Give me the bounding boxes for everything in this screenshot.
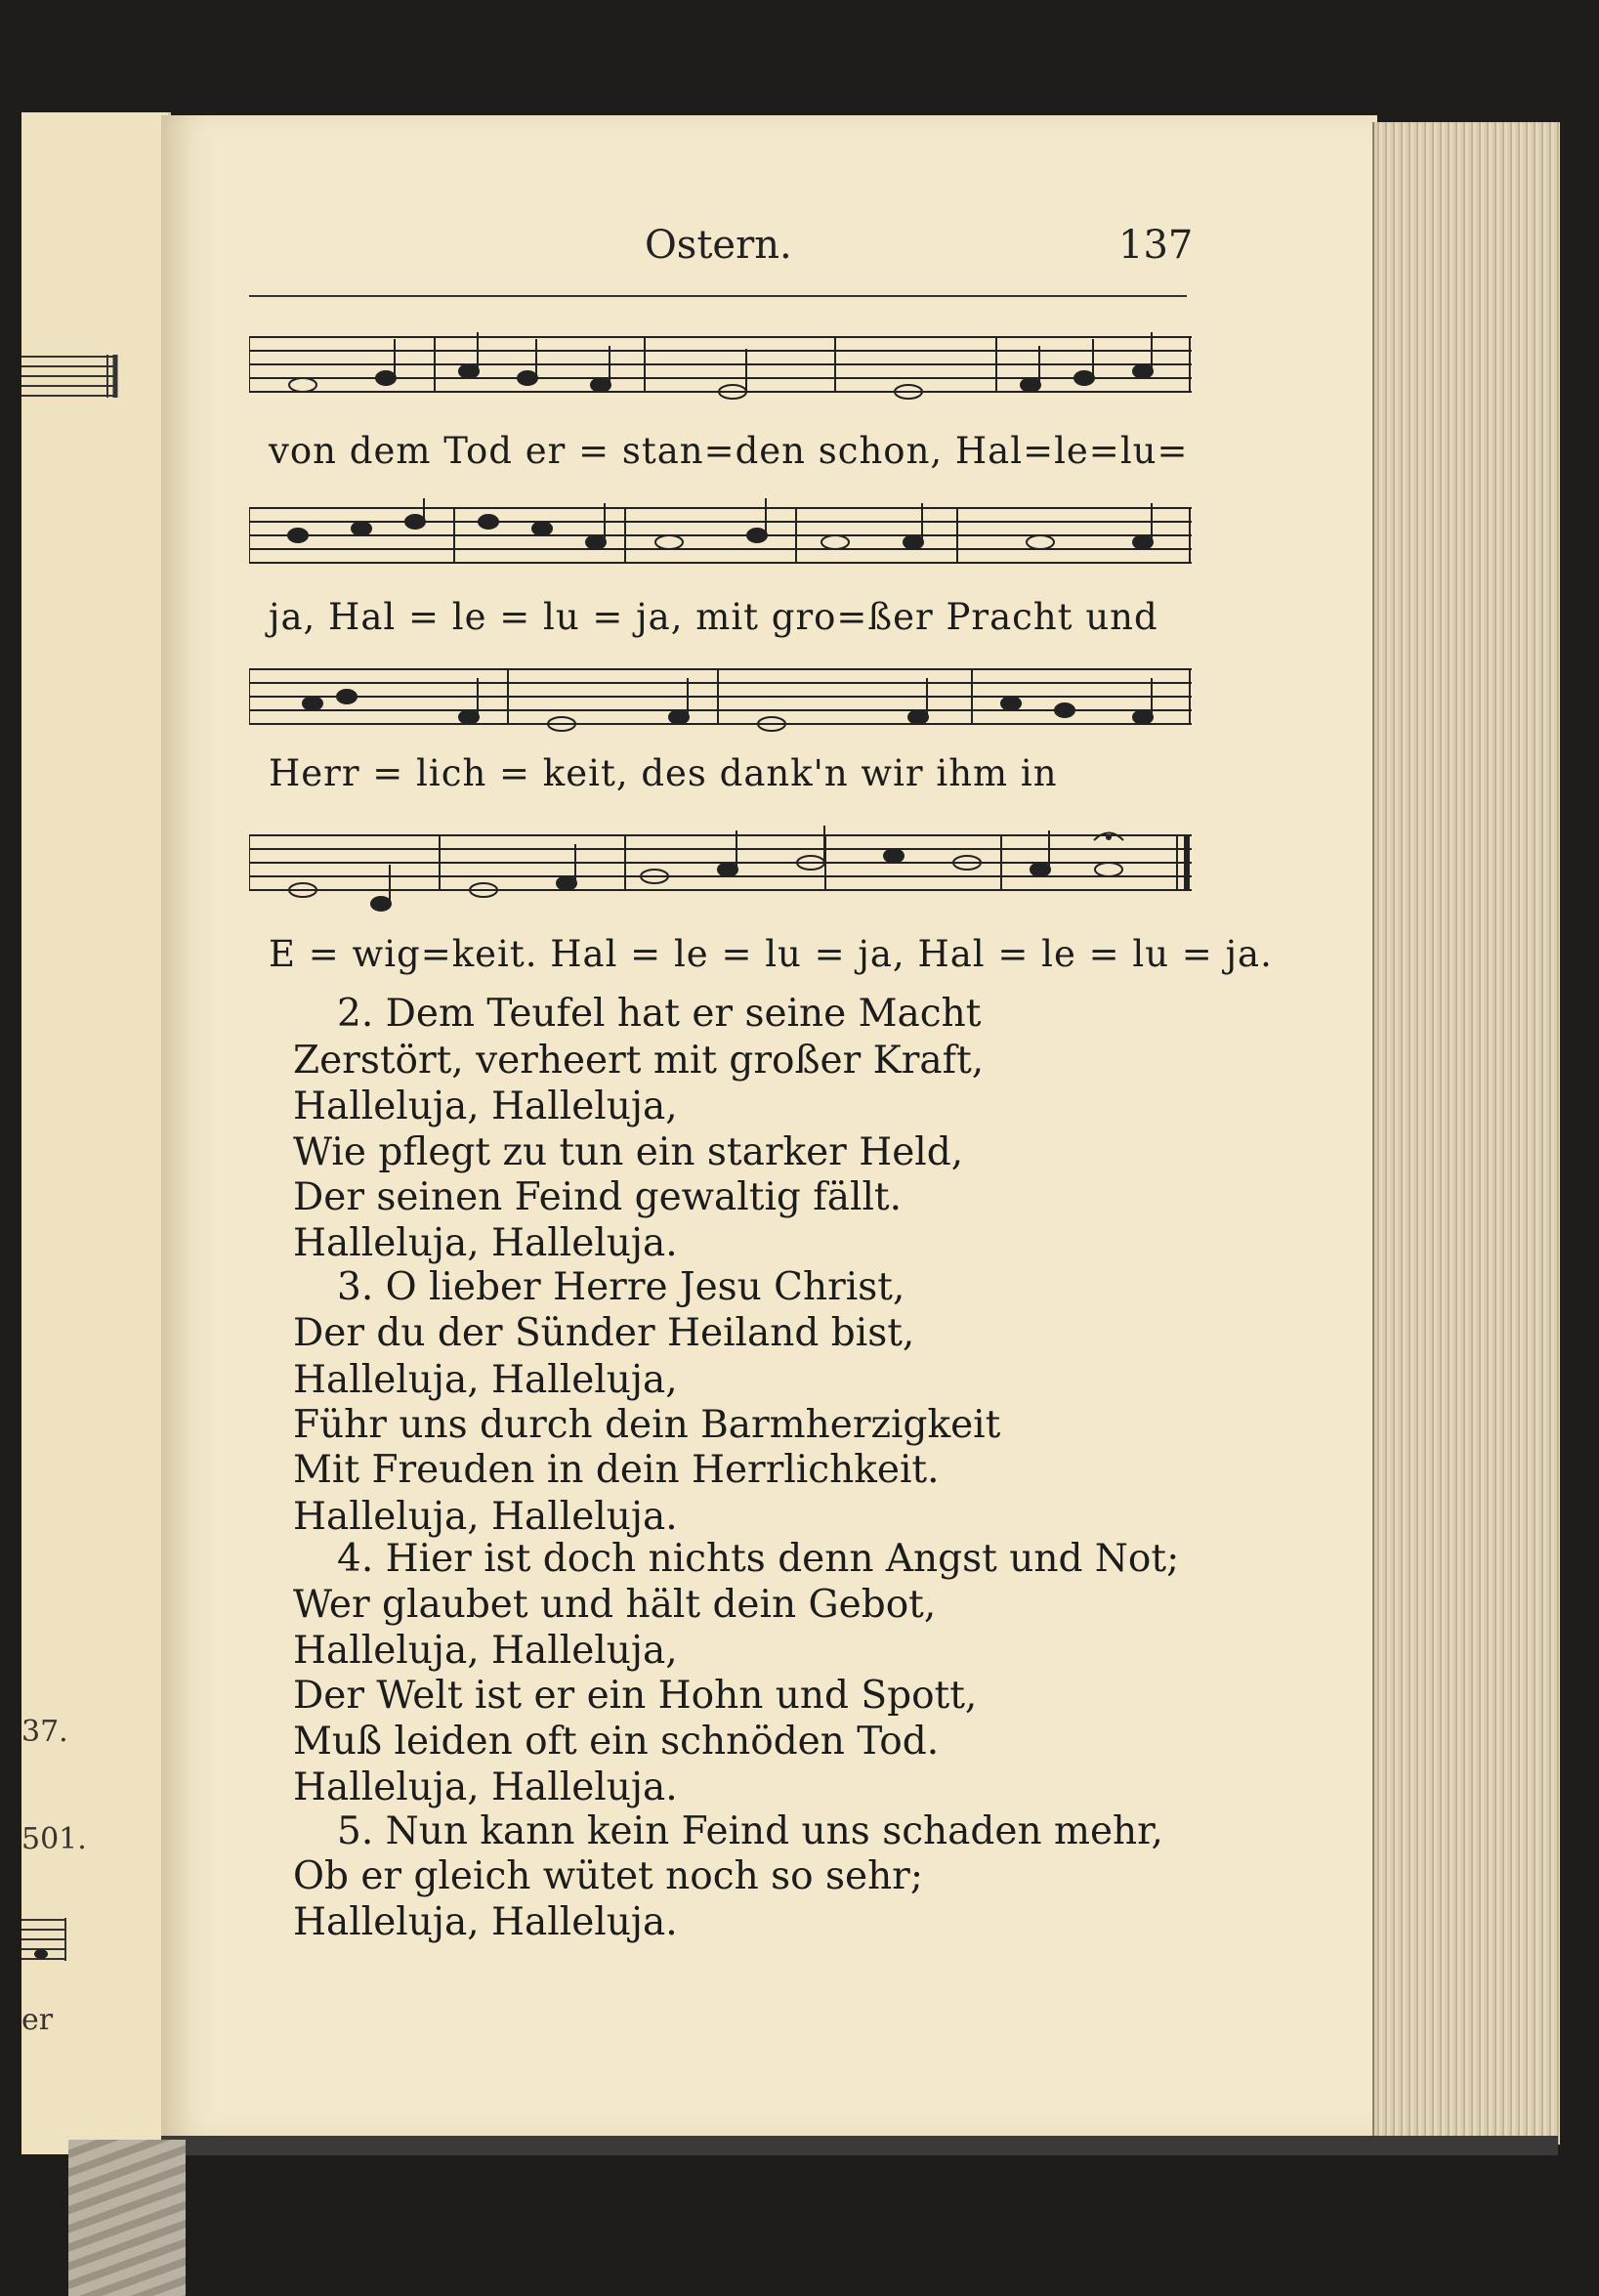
verse-line: Halleluja, Halleluja, (293, 1084, 678, 1128)
verse-line: Der seinen Feind gewaltig fällt. (293, 1175, 902, 1219)
music-staff (249, 826, 1192, 914)
verse-line: Halleluja, Halleluja. (293, 1495, 678, 1539)
left-staff-fragment (21, 1910, 119, 1969)
page-edges (1372, 122, 1560, 2145)
lyric-line: E = wig=keit. Hal = le = lu = ja, Hal = le = lu = ja. (269, 933, 1273, 975)
verse-line: Halleluja, Halleluja. (293, 1765, 678, 1809)
verse-line: Zerstört, verheert mit großer Kraft, (293, 1039, 985, 1083)
left-page (21, 112, 171, 2154)
lyric-line: Herr = lich = keit, des dank'n wir ihm in (269, 752, 1058, 794)
left-page-number-fragment: 37. (21, 1715, 68, 1749)
left-staff-fragment (21, 347, 119, 405)
verse-line: 3. O lieber Herre Jesu Christ, (337, 1265, 905, 1309)
verse-line: Mit Freuden in dein Herrlichkeit. (293, 1448, 940, 1492)
verse-line: Wer glaubet und hält dein Gebot, (293, 1583, 937, 1627)
left-page-word-fragment: er (21, 2003, 54, 2037)
lyric-line: von dem Tod er = stan=den schon, Hal=le=lu= (269, 430, 1189, 472)
music-staff (249, 659, 1192, 747)
left-page-number-fragment: 501. (21, 1822, 87, 1856)
verse-line: Halleluja, Halleluja, (293, 1358, 678, 1402)
verse-line: 5. Nun kann kein Feind uns schaden mehr, (337, 1809, 1163, 1853)
verse-line: Wie pflegt zu tun ein starker Held, (293, 1130, 964, 1174)
music-staff (249, 327, 1192, 415)
running-head: Ostern. (645, 223, 792, 268)
verse-line: Der Welt ist er ein Hohn und Spott, (293, 1674, 978, 1718)
verse-line: Ob er gleich wütet noch so sehr; (293, 1854, 923, 1898)
verse-line: Führ uns durch dein Barmherzigkeit (293, 1403, 1001, 1447)
verse-line: 4. Hier ist doch nichts denn Angst und Not; (337, 1537, 1180, 1581)
verse-line: Muß leiden oft ein schnöden Tod. (293, 1720, 940, 1764)
book-bottom-shadow (161, 2136, 1558, 2155)
verse-line: Halleluja, Halleluja, (293, 1629, 678, 1673)
verse-line: Halleluja, Halleluja. (293, 1221, 678, 1265)
page-number: 137 (1118, 223, 1194, 268)
header-rule (249, 295, 1187, 297)
bookmark-ribbon (68, 2140, 186, 2296)
music-staff (249, 498, 1192, 586)
verse-line: Der du der Sünder Heiland bist, (293, 1311, 915, 1355)
verse-line: Halleluja, Halleluja. (293, 1900, 678, 1944)
lyric-line: ja, Hal = le = lu = ja, mit gro=ßer Pracht und (269, 596, 1158, 638)
verse-line: 2. Dem Teufel hat er seine Macht (337, 992, 982, 1036)
